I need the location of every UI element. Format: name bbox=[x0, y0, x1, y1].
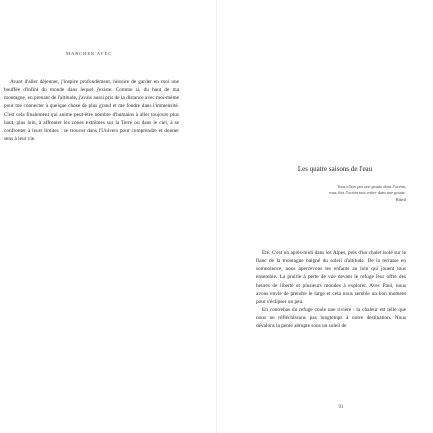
left-page bbox=[0, 0, 216, 433]
epigraph bbox=[286, 184, 406, 196]
epigraph-line: vous êtes l'océan tout entier dans une goutte. bbox=[328, 190, 406, 196]
running-head: MARCHER AVEC bbox=[66, 51, 113, 56]
chapter-title: Les quatre saisons de l'eau bbox=[297, 165, 373, 173]
page-number: 91 bbox=[338, 405, 344, 410]
left-body-text bbox=[4, 78, 179, 143]
epigraph-author: Rûmî bbox=[395, 197, 406, 202]
epigraph-line: Vous n'êtes pas une goutte dans l'océan, bbox=[337, 184, 406, 189]
right-body-text bbox=[256, 249, 406, 331]
paragraph: En contrebas du refuge coule une rivière : la chaleur est telle que nous ne réfléchissons pas longtemps à notre destination. Nous dévalons la pente abrupte sous un soleil de bbox=[256, 307, 406, 330]
paragraph: Avant d'aller déjeuner, j'inspire profondément, histoire de garder en moi une bouffée d'infini du monde dans lequel j'existe. Comme si, du haut de ma montagne, en prenant de l'altitude, j'avais aussi pris de la distance avec moi-même pour me connecter à quelque chose de plus grand et me fondre dans l'immensité. C'est cela finalement qui anime peut-être nombre d'humains à aller toujours plus haut, plus loin, à affronter les zones extrêmes sur la Terre ou dans le ciel, à se confronter à leurs limites : se trouver dans l'Univers pour comprendre et donner sens à leur vie. bbox=[4, 79, 179, 143]
right-page bbox=[217, 0, 433, 433]
paragraph: Été. C'est un après-midi dans les Alpes, près d'un chalet isolé sur le flanc de la montagne baigné du soleil d'altitude. De la terrasse en somnolence, nous apercevons les enfants au loin qui jouent tous ensemble. La prairie à perte de vue devant le refuge leur offre des heures de liberté et plusieurs mondes à explorer. Avec Paul, nous avons envie de prendre le large et cela nous semble un bon moment pour s'éclipser un peu. bbox=[256, 250, 406, 305]
